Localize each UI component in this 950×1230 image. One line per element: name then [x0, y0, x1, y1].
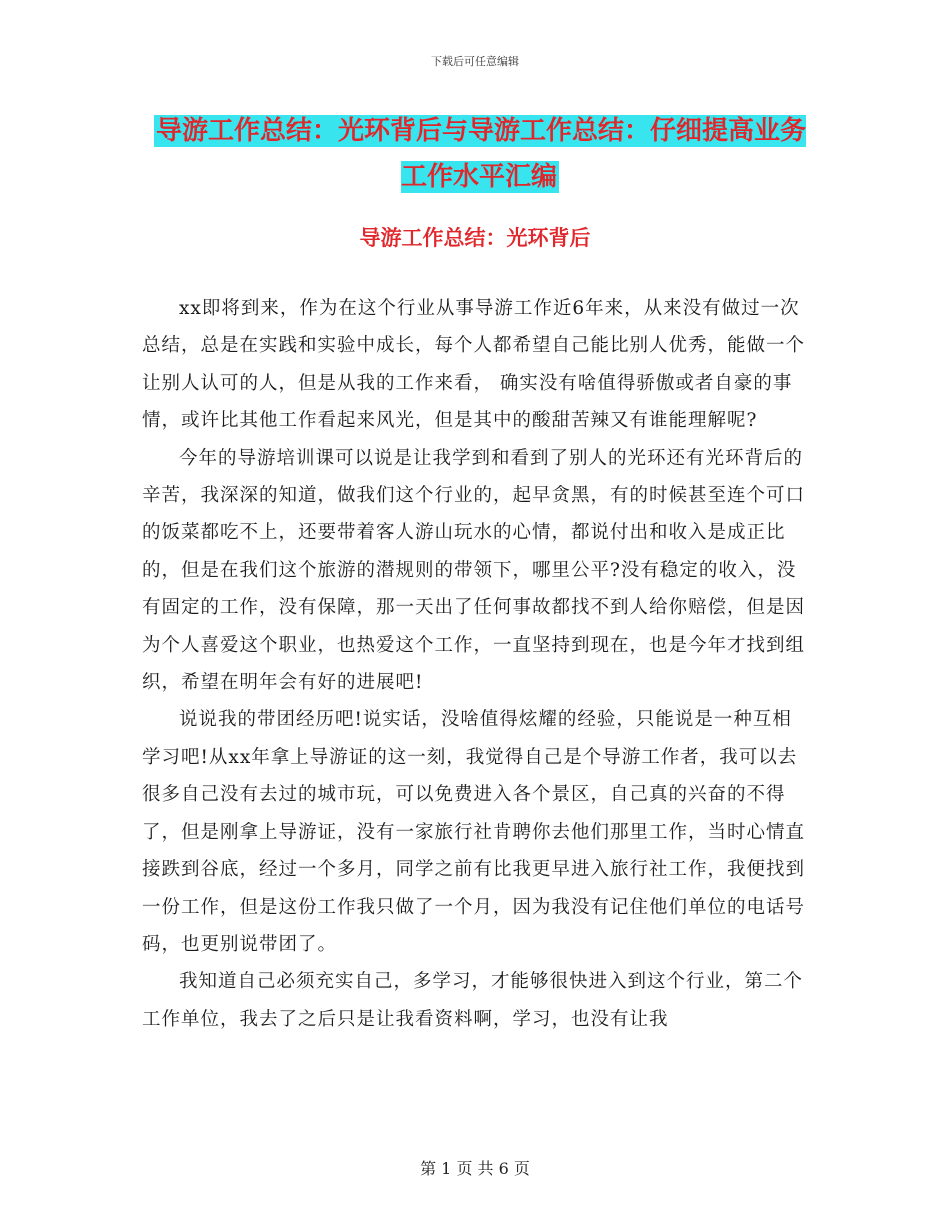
section-title: 导游工作总结：光环背后	[359, 226, 591, 250]
document-title-text: 导游工作总结：光环背后与导游工作总结：仔细提高业务工作水平汇编	[155, 116, 806, 192]
paragraph: 我知道自己必须充实自己，多学习，才能够很快进入到这个行业，第二个工作单位，我去了之后只是让我看资料啊，学习，也没有让我	[142, 971, 804, 1030]
document-title	[150, 108, 810, 200]
paragraph: xx即将到来，作为在这个行业从事导游工作近6年来，从来没有做过一次总结，总是在实践和实验中成长，每个人都希望自己能比别人优秀，能做一个让别人认可的人，但是从我的工作来看， 确实没有啥值得骄傲或者自豪的事情，或许比其他工作看起来风光，但是其中的酸甜苦辣又有谁能理解呢?	[142, 298, 806, 432]
paragraph: 今年的导游培训课可以说是让我学到和看到了别人的光环还有光环背后的辛苦，我深深的知道，做我们这个行业的，起早贪黑，有的时候甚至连个可口的饭菜都吃不上，还要带着客人游山玩水的心情，都说付出和收入是成正比的，但是在我们这个旅游的潜规则的带领下，哪里公平?没有稳定的收入，没有固定的工作，没有保障，那一天出了任何事故都找不到人给你赔偿，但是因为个人喜爱这个职业，也热爱这个工作，一直坚持到现在，也是今年才找到组织，希望在明年会有好的进展吧!	[142, 447, 806, 694]
paragraph: 说说我的带团经历吧!说实话，没啥值得炫耀的经验，只能说是一种互相学习吧!从xx年拿上导游证的这一刻，我觉得自己是个导游工作者，我可以去很多自己没有去过的城市玩，可以免费进入各个景区，自己真的兴奋的不得了，但是刚拿上导游证，没有一家旅行社肯聘你去他们那里工作，当时心情直接跌到谷底，经过一个多月，同学之前有比我更早进入旅行社工作，我便找到一份工作，但是这份工作我只做了一个月，因为我没有记住他们单位的电话号码，也更别说带团了。	[142, 709, 806, 955]
page-header-note: 下载后可任意编辑	[431, 55, 519, 68]
page-footer: 第 1 页 共 6 页	[420, 1159, 530, 1178]
document-body	[142, 290, 810, 1038]
